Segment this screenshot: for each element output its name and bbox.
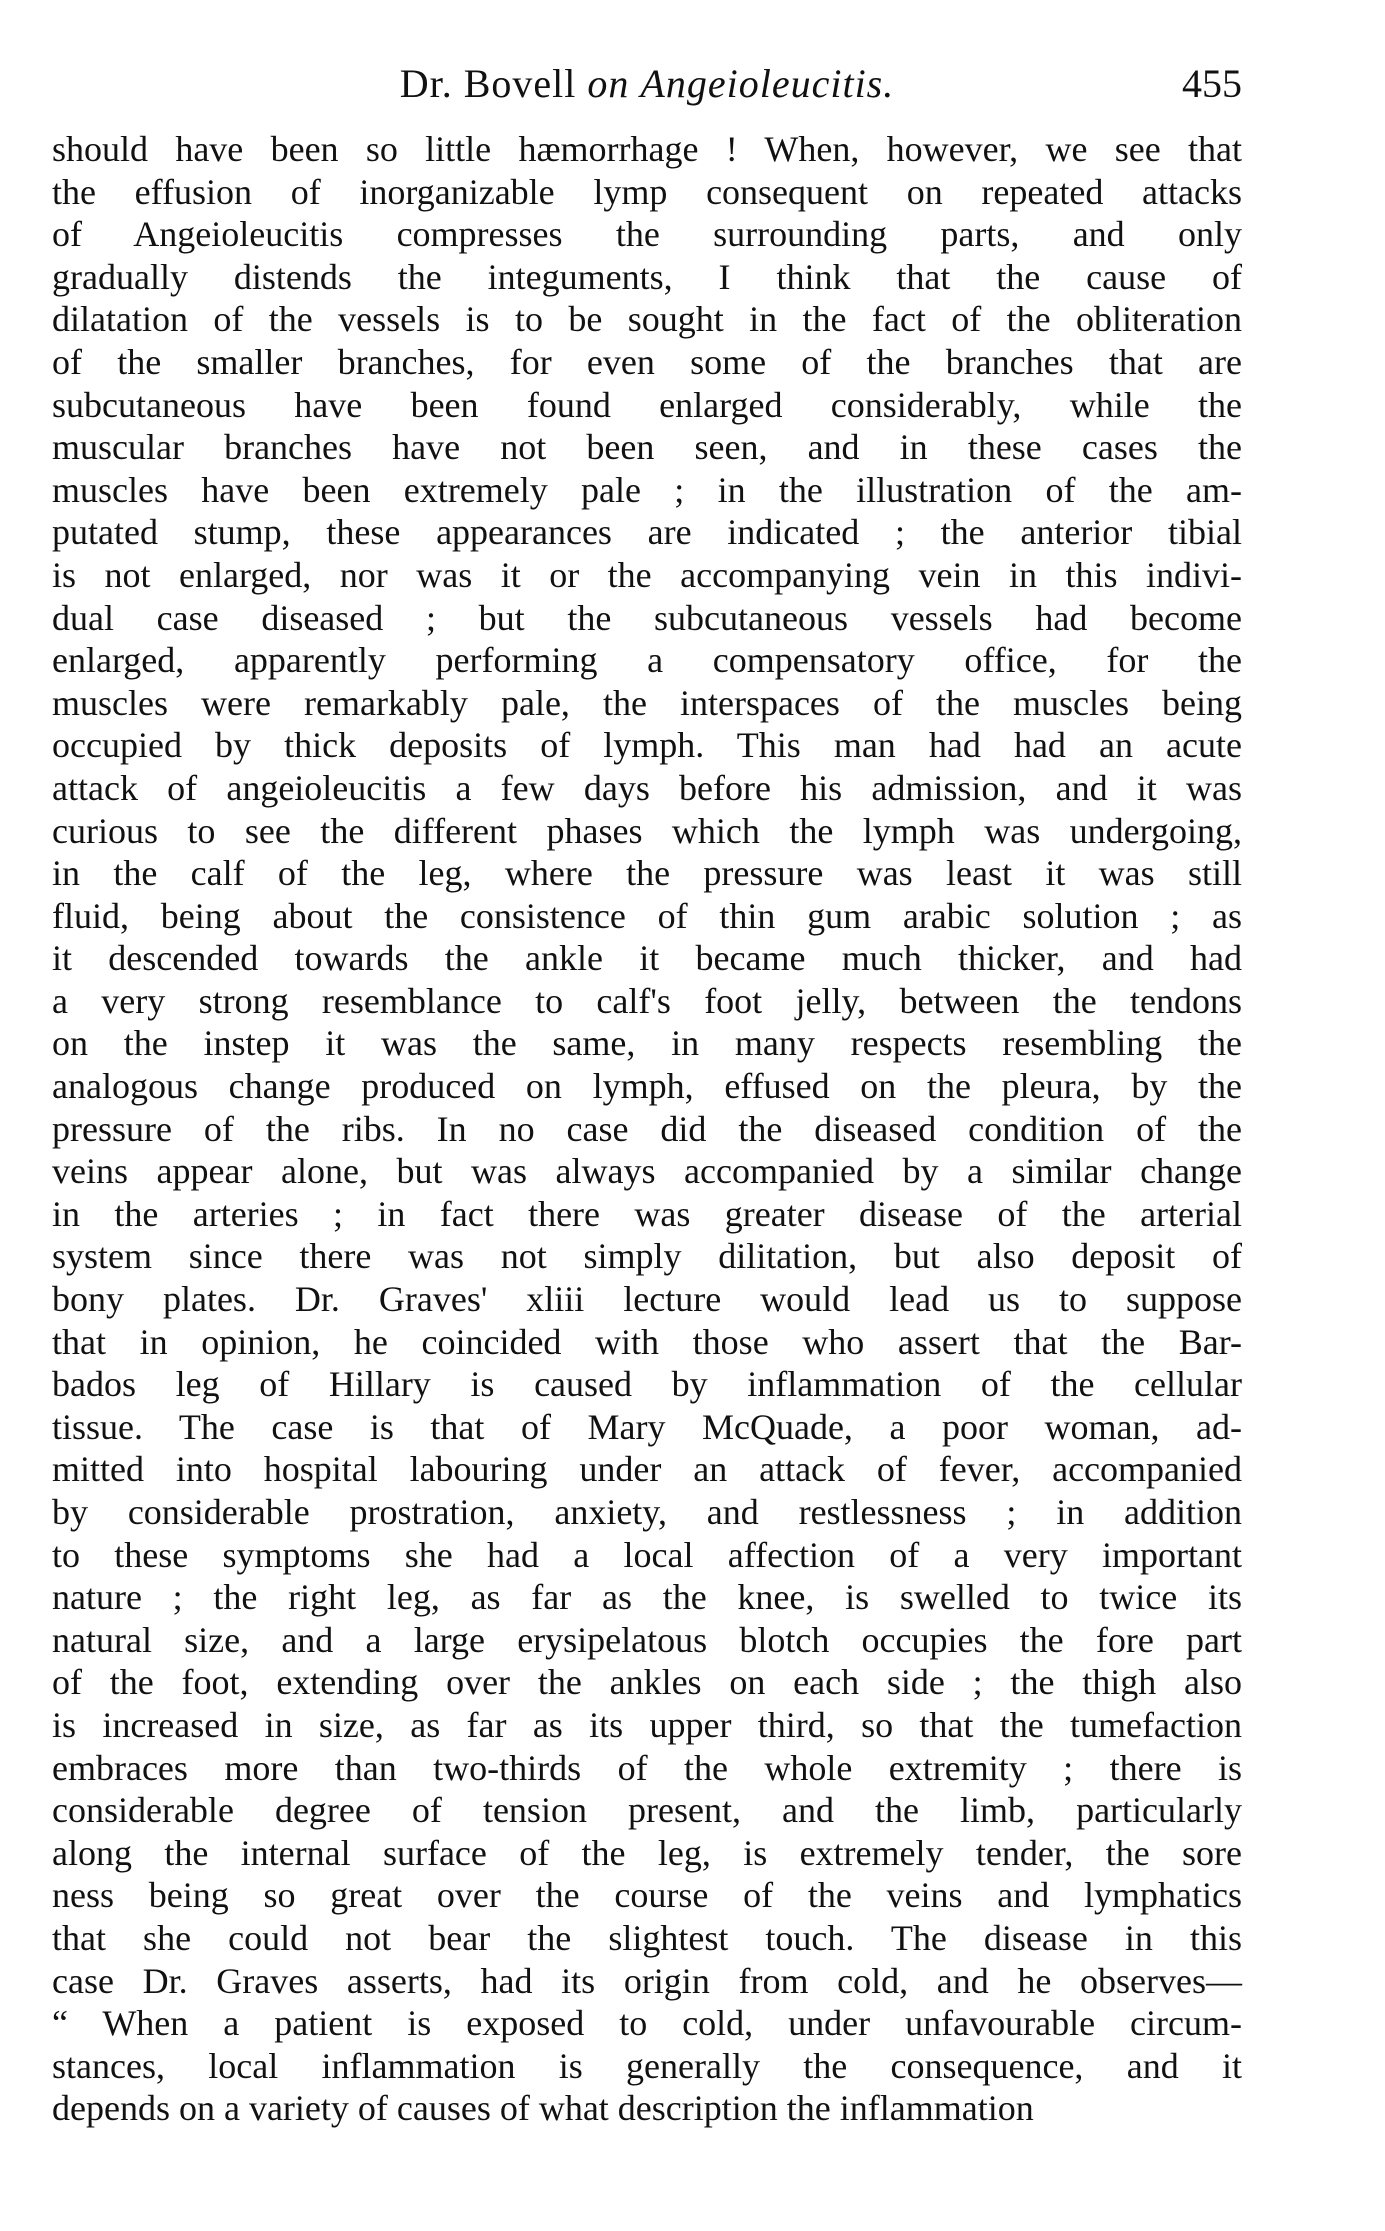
text-line: mitted into hospital labouring under an attack of fever, accompanied (52, 1449, 1242, 1490)
running-head-subject: Angeioleucitis. (640, 61, 895, 106)
text-line: muscles were remarkably pale, the interspaces of the muscles being (52, 682, 1242, 723)
text-line: veins appear alone, but was always accompanied by a similar change (52, 1151, 1242, 1192)
text-line: by considerable prostration, anxiety, and restlessness ; in addition (52, 1492, 1242, 1532)
text-line: bados leg of Hillary is caused by inflammation of the cellular (52, 1364, 1242, 1405)
text-line: case Dr. Graves asserts, had its origin from cold, and he observes— (52, 1960, 1242, 2001)
text-line: natural size, and a large erysipelatous blotch occupies the fore part (52, 1619, 1242, 1660)
text-line: in the arteries ; in fact there was greater disease of the arterial (52, 1193, 1242, 1234)
text-line: a very strong resemblance to calf's foot jelly, between the tendons (52, 980, 1242, 1021)
text-line: in the calf of the leg, where the pressure was least it was still (52, 853, 1242, 894)
text-line: on the instep it was the same, in many respects resembling the (52, 1023, 1242, 1064)
text-line: putated stump, these appearances are indicated ; the anterior tibial (52, 512, 1242, 553)
text-line: tissue. The case is that of Mary McQuade, a poor woman, ad- (52, 1406, 1242, 1447)
text-line: depends on a variety of causes of what description the inflammation (52, 2088, 1034, 2129)
page-number: 455 (1182, 61, 1242, 106)
text-line: considerable degree of tension present, and the limb, particularly (52, 1790, 1242, 1831)
text-line: gradually distends the integuments, I think that the cause of (52, 256, 1242, 297)
text-line: analogous change produced on lymph, effused on the pleura, by the (52, 1066, 1242, 1107)
text-line: should have been so little hæmorrhage ! When, however, we see that (52, 129, 1242, 169)
text-line: it descended towards the ankle it became much thicker, and had (52, 938, 1242, 979)
text-line: muscles have been extremely pale ; in the illustration of the am- (52, 469, 1242, 510)
text-line: is increased in size, as far as its upper third, so that the tumefaction (52, 1704, 1242, 1745)
text-line: curious to see the different phases which the lymph was undergoing, (52, 810, 1242, 851)
text-line: pressure of the ribs. In no case did the diseased condition of the (52, 1108, 1242, 1149)
text-line: enlarged, apparently performing a compensatory office, for the (52, 640, 1242, 681)
text-line: ness being so great over the course of the veins and lymphatics (52, 1875, 1242, 1916)
text-line: stances, local inflammation is generally the consequence, and it (52, 2045, 1242, 2086)
text-line: attack of angeioleucitis a few days before his admission, and it was (52, 767, 1242, 808)
text-line: nature ; the right leg, as far as the knee, is swelled to twice its (52, 1577, 1242, 1618)
text-line: bony plates. Dr. Graves' xliii lecture would lead us to suppose (52, 1279, 1242, 1320)
text-line: subcutaneous have been found enlarged considerably, while the (52, 384, 1242, 425)
running-head-title (52, 60, 1242, 107)
text-line: along the internal surface of the leg, is extremely tender, the sore (52, 1832, 1242, 1873)
text-line: that she could not bear the slightest touch. The disease in this (52, 1917, 1242, 1958)
text-line: muscular branches have not been seen, and in these cases the (52, 427, 1242, 468)
running-header (52, 58, 1242, 118)
text-line: to these symptoms she had a local affection of a very important (52, 1534, 1242, 1575)
running-head-on: on (587, 61, 630, 106)
text-line: “ When a patient is exposed to cold, under unfavourable circum- (52, 2003, 1242, 2044)
text-line: that in opinion, he coincided with those who assert that the Bar- (52, 1321, 1242, 1362)
text-line: of Angeioleucitis compresses the surrounding parts, and only (52, 214, 1242, 255)
text-line: of the foot, extending over the ankles on each side ; the thigh also (52, 1662, 1242, 1703)
text-line: system since there was not simply dilitation, but also deposit of (52, 1236, 1242, 1277)
text-line: dilatation of the vessels is to be sought in the fact of the obliteration (52, 299, 1242, 340)
text-line: occupied by thick deposits of lymph. This man had had an acute (52, 725, 1242, 766)
text-line: the effusion of inorganizable lymp consequent on repeated attacks (52, 171, 1242, 212)
running-head-author: Dr. Bovell (399, 61, 577, 106)
text-line: embraces more than two-thirds of the whole extremity ; there is (52, 1747, 1242, 1788)
body-text (52, 128, 1242, 2130)
text-line: fluid, being about the consistence of thin gum arabic solution ; as (52, 895, 1242, 936)
text-line: dual case diseased ; but the subcutaneous vessels had become (52, 597, 1242, 638)
text-line: of the smaller branches, for even some of the branches that are (52, 341, 1242, 382)
text-line: is not enlarged, nor was it or the accompanying vein in this indivi- (52, 554, 1242, 595)
